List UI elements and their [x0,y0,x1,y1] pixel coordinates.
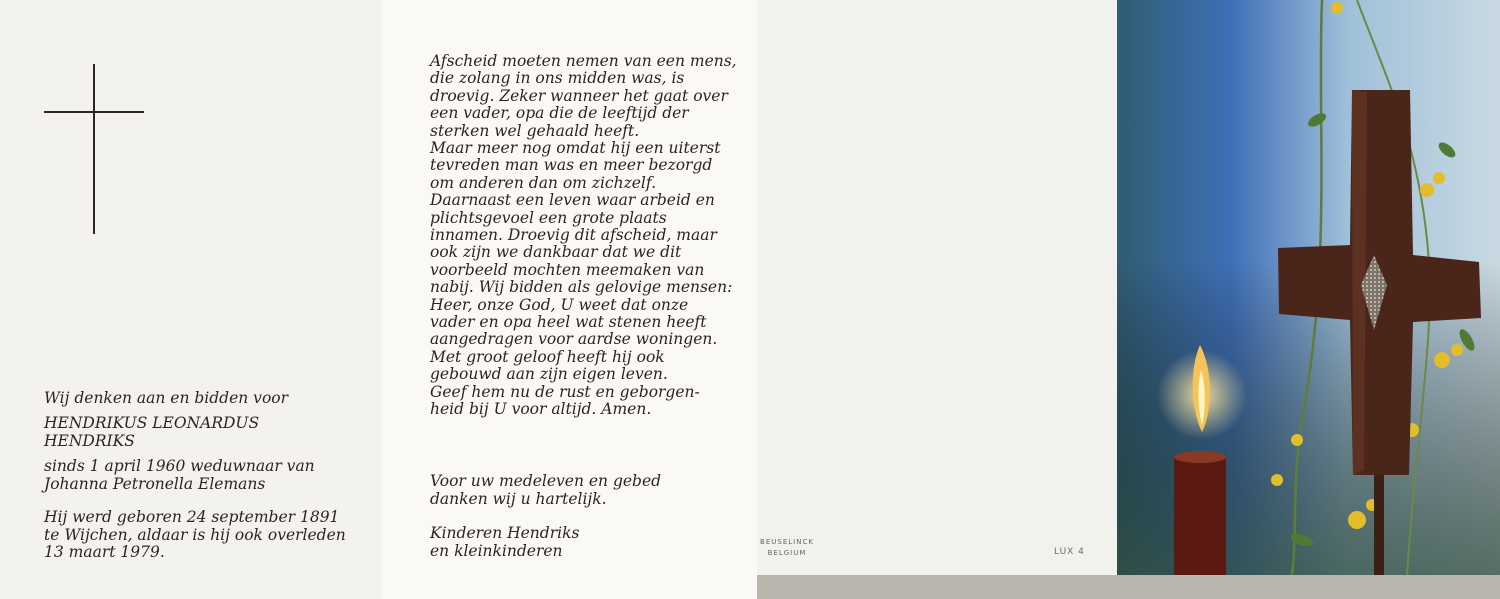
poem-line: plichtsgevoel een grote plaats [430,208,667,227]
poem-line: Geef hem nu de rust en geborgen- [430,382,700,401]
cross-icon [44,64,144,234]
poem-line: Heer, onze God, U weet dat onze [430,295,689,314]
card-middle-panel [382,0,757,599]
poem-line: innamen. Droevig dit afscheid, maar [430,226,717,244]
birth-line2: te Wijchen, aldaar is hij ook overleden [44,526,346,544]
series-code: LUX 4 [1054,547,1085,557]
poem-line: Maar meer nog omdat hij een uiterst [430,139,721,157]
birth-line1: Hij werd geboren 24 september 1891 [44,508,340,526]
poem-line: droevig. Zeker wanneer het gaat over [430,86,728,105]
dedication-text: Wij denken aan en bidden voor [44,389,289,407]
deceased-name-line2: HENDRIKS [44,432,135,450]
cross-candle-photo [1117,0,1500,575]
birth-line3: 13 maart 1979. [44,543,165,561]
poem-line: sterken wel gehaald heeft. [430,121,640,140]
poem-line: aangedragen voor aardse woningen. [430,330,718,349]
widower-line1: sinds 1 april 1960 weduwnaar van [44,457,315,475]
thanks-line1: Voor uw medeleven en gebed [430,472,662,490]
poem-line: Met groot geloof heeft hij ook [430,347,665,366]
deceased-name-line1: HENDRIKUS LEONARDUS [44,414,260,432]
poem-line: vader en opa heel wat stenen heeft [430,313,707,331]
card-back-panel [757,0,1117,575]
poem-line: om anderen dan om zichzelf. [430,173,656,192]
poem-line: een vader, opa die de leeftijd der [430,104,689,123]
poem-line: Afscheid moeten nemen van een mens, [430,52,737,70]
card-left-panel [0,0,383,599]
printer-country: BELGIUM [767,549,807,557]
printer-name: BEUSELINCK [760,538,814,546]
poem-line: gebouwd aan zijn eigen leven. [430,365,668,384]
poem-line: nabij. Wij bidden als gelovige mensen: [430,278,733,297]
poem-line: die zolang in ons midden was, is [430,69,685,88]
signature-line2: en kleinkinderen [430,542,563,560]
widower-line2: Johanna Petronella Elemans [44,475,266,493]
poem-line: Daarnaast een leven waar arbeid en [430,191,715,210]
poem-line: ook zijn we dankbaar dat we dit [430,243,682,262]
poem-line: heid bij U voor altijd. Amen. [430,400,652,418]
signature-line1: Kinderen Hendriks [430,524,580,542]
poem-line: tevreden man was en meer bezorgd [430,156,713,175]
background-surface [757,575,1500,599]
card-photo [1117,0,1500,575]
poem-line: voorbeeld mochten meemaken van [430,260,705,279]
thanks-line2: danken wij u hartelijk. [430,490,607,508]
